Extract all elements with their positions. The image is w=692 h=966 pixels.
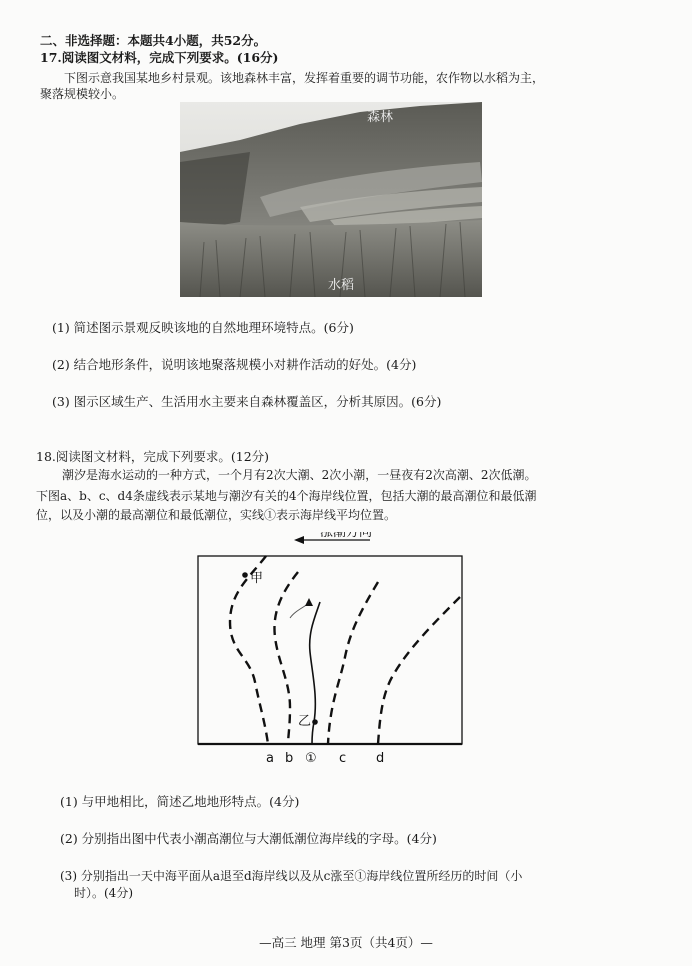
page-footer: —高三 地理 第3页（共4页）— xyxy=(259,935,433,950)
line-label-a: a xyxy=(266,751,274,766)
q18-title: 18.阅读图文材料，完成下列要求。(12分) xyxy=(36,449,270,464)
q18-sub1: (1) 与甲地相比，简述乙地地形特点。(4分) xyxy=(60,794,300,809)
q17-intro-line1: 下图示意我国某地乡村景观。该地森林丰富，发挥着重要的调节功能，农作物以水稻为主， xyxy=(64,71,545,85)
q18-intro-line1: 潮汐是海水运动的一种方式，一个月有2次大潮、2次小潮，一昼夜有2次高潮、2次低潮。 xyxy=(62,468,537,482)
line-label-b: b xyxy=(285,751,294,766)
stream-arrow-icon xyxy=(305,598,313,606)
section-header: 二、非选择题：本题共4小题，共52分。 xyxy=(40,33,267,48)
stream-line xyxy=(290,604,308,618)
photo-label-forest: 森林 xyxy=(367,110,394,125)
photo-label-rice: 水稻 xyxy=(328,278,355,293)
q17-title: 17.阅读图文材料，完成下列要求。(16分) xyxy=(40,50,279,65)
point-yi-label: 乙 xyxy=(298,714,312,729)
tide-direction-label: 涨潮方向 xyxy=(320,532,373,540)
q17-sub1: (1) 简述图示景观反映该地的自然地理环境特点。(6分) xyxy=(52,320,354,335)
q18-intro-line2: 下图a、b、c、d4条虚线表示某地与潮汐有关的4个海岸线位置，包括大潮的最高潮位和最低潮 xyxy=(36,489,537,503)
landscape-photo-drawing xyxy=(180,102,482,297)
q18-sub3-line2: 时）。(4分) xyxy=(74,886,133,900)
line-label-mean: ① xyxy=(305,751,317,766)
q17-sub2: (2) 结合地形条件，说明该地聚落规模小对耕作活动的好处。(4分) xyxy=(52,357,417,372)
point-jia-label: 甲 xyxy=(250,571,264,586)
point-yi-marker xyxy=(312,719,318,725)
landscape-photo xyxy=(180,102,482,297)
q18-sub3-line1: (3) 分别指出一天中海平面从a退至d海岸线以及从c涨至①海岸线位置所经历的时间（小 xyxy=(60,869,523,883)
line-label-d: d xyxy=(376,751,385,766)
coastline-c xyxy=(328,582,378,744)
arrowhead-icon xyxy=(294,536,304,544)
q17-sub3: (3) 图示区域生产、生活用水主要来自森林覆盖区，分析其原因。(6分) xyxy=(52,394,442,409)
q18-sub2: (2) 分别指出图中代表小潮高潮位与大潮低潮位海岸线的字母。(4分) xyxy=(60,831,437,846)
coastline-d xyxy=(378,597,460,744)
q18-intro-line3: 位，以及小潮的最高潮位和最低潮位，实线①表示海岸线平均位置。 xyxy=(36,508,397,522)
coastline-b xyxy=(274,572,298,744)
tide-diagram-svg xyxy=(190,532,490,772)
line-label-c: c xyxy=(339,751,347,766)
q17-intro-line2: 聚落规模较小。 xyxy=(40,87,125,101)
tide-coastline-diagram xyxy=(190,532,490,772)
point-jia-marker xyxy=(242,572,248,578)
